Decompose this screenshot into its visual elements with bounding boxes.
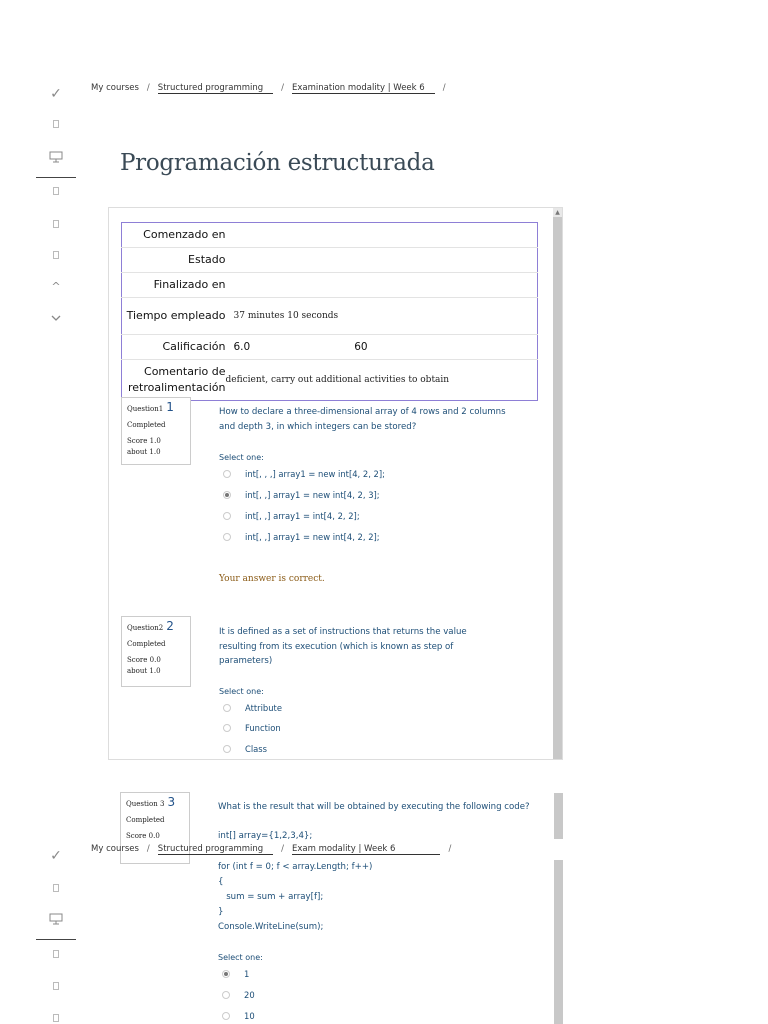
q3-option-1[interactable]: 1 bbox=[222, 969, 249, 979]
q1-option-1[interactable]: int[, , ,] array1 = new int[4, 2, 2]; bbox=[223, 469, 385, 479]
summary-row: Comenzado en bbox=[122, 223, 538, 248]
chevron-down-icon[interactable] bbox=[36, 312, 76, 325]
q3-option-2[interactable]: 20 bbox=[222, 990, 255, 1000]
grade-value: 6.0 bbox=[233, 341, 251, 353]
radio-button[interactable] bbox=[222, 991, 230, 999]
grade-percent: 60 bbox=[354, 341, 368, 353]
radio-button[interactable] bbox=[223, 724, 231, 732]
scroll-up-icon[interactable]: ▲ bbox=[553, 208, 562, 217]
page-icon bbox=[53, 950, 59, 958]
breadcrumb-home[interactable]: My courses bbox=[91, 844, 139, 854]
feedback-correct: Your answer is correct. bbox=[219, 574, 325, 584]
summary-row: Tiempo empleado 37 minutes 10 seconds bbox=[122, 298, 538, 335]
question-info-2: Question2 2 Completed Score 0.0 about 1.0 bbox=[121, 616, 191, 687]
radio-button[interactable] bbox=[223, 745, 231, 753]
rail-item-3[interactable] bbox=[36, 218, 76, 231]
page-icon bbox=[53, 1014, 59, 1022]
radio-button[interactable] bbox=[223, 470, 231, 478]
q1-option-4[interactable]: int[, ,] array1 = new int[4, 2, 2]; bbox=[223, 532, 380, 542]
rail-active-indicator bbox=[36, 177, 76, 178]
rail-item-2[interactable] bbox=[36, 948, 76, 961]
page-icon bbox=[53, 884, 59, 892]
scrollbar[interactable] bbox=[554, 860, 563, 1024]
select-one-label: Select one: bbox=[218, 953, 263, 962]
chevron-up-icon[interactable]: ^ bbox=[51, 280, 61, 293]
radio-button[interactable] bbox=[223, 491, 231, 499]
select-one-label: Select one: bbox=[219, 453, 264, 462]
code-line: int[] array={1,2,3,4}; bbox=[218, 831, 313, 841]
scrollbar[interactable] bbox=[554, 793, 563, 839]
q1-option-3[interactable]: int[, ,] array1 = int[4, 2, 2]; bbox=[223, 511, 360, 521]
question-text-3: What is the result that will be obtained by executing the following code? bbox=[218, 802, 530, 812]
q2-option-3[interactable]: Class bbox=[223, 744, 267, 754]
radio-button[interactable] bbox=[223, 704, 231, 712]
rail-item-4[interactable] bbox=[36, 249, 76, 262]
monitor-icon[interactable] bbox=[36, 913, 76, 928]
page-title: Programación estructurada bbox=[120, 150, 435, 176]
breadcrumb-section[interactable]: Examination modality | Week 6 bbox=[292, 83, 435, 94]
summary-row: Estado bbox=[122, 248, 538, 273]
rail-item-1[interactable] bbox=[36, 882, 76, 895]
summary-row: Comentario de retroalimentación deficient, carry out additional activities to obtain bbox=[127, 365, 450, 394]
radio-button[interactable] bbox=[223, 533, 231, 541]
page-icon bbox=[53, 187, 59, 195]
rail-active-indicator bbox=[36, 939, 76, 940]
q2-option-2[interactable]: Function bbox=[223, 723, 281, 733]
radio-button[interactable] bbox=[223, 512, 231, 520]
attempt-summary-table bbox=[121, 222, 538, 401]
check-icon[interactable]: ✓ bbox=[50, 848, 62, 864]
check-icon[interactable]: ✓ bbox=[50, 86, 62, 102]
page-icon bbox=[53, 120, 59, 128]
code-line: { bbox=[218, 877, 224, 887]
rail-item-1[interactable] bbox=[36, 118, 76, 131]
rail-item-2[interactable] bbox=[36, 185, 76, 198]
question-info-3: Question 3 3 Completed Score 0.0 bbox=[120, 792, 190, 864]
quiz-review-panel bbox=[108, 207, 563, 760]
breadcrumb-section[interactable]: Exam modality | Week 6 bbox=[292, 844, 440, 855]
question-info-1: Question1 1 Completed Score 1.0 about 1.0 bbox=[121, 397, 191, 465]
q2-option-1[interactable]: Attribute bbox=[223, 703, 282, 713]
code-line: for (int f = 0; f < array.Length; f++) bbox=[218, 862, 373, 872]
q1-option-2[interactable]: int[, ,] array1 = new int[4, 2, 3]; bbox=[223, 490, 380, 500]
page-icon bbox=[53, 220, 59, 228]
scrollbar[interactable] bbox=[553, 208, 562, 759]
rail-item-3[interactable] bbox=[36, 980, 76, 993]
radio-button[interactable] bbox=[222, 1012, 230, 1020]
code-line: } bbox=[218, 907, 224, 917]
monitor-icon[interactable] bbox=[36, 151, 76, 166]
code-line: Console.WriteLine(sum); bbox=[218, 922, 324, 932]
radio-button[interactable] bbox=[222, 970, 230, 978]
breadcrumb: My courses / Structured programming / Examination modality | Week 6 / bbox=[91, 83, 446, 93]
page-icon bbox=[53, 251, 59, 259]
question-text-2: It is defined as a set of instructions that returns the value resulting from its execution (which is known as step of parameters) bbox=[219, 627, 467, 666]
breadcrumb-course[interactable]: Structured programming bbox=[158, 83, 273, 94]
page-icon bbox=[53, 982, 59, 990]
select-one-label: Select one: bbox=[219, 687, 264, 696]
breadcrumb-course[interactable]: Structured programming bbox=[158, 844, 273, 855]
q3-option-3[interactable]: 10 bbox=[222, 1011, 255, 1021]
breadcrumb: My courses / Structured programming / Exam modality | Week 6 / bbox=[91, 844, 452, 854]
breadcrumb-home[interactable]: My courses bbox=[91, 83, 139, 93]
rail-item-4[interactable] bbox=[36, 1012, 76, 1024]
summary-row: Calificación 6.0 60 bbox=[122, 335, 538, 360]
summary-row: Finalizado en bbox=[122, 273, 538, 298]
question-text-1: How to declare a three-dimensional array of 4 rows and 2 columns and depth 3, in which integers can be stored? bbox=[219, 407, 506, 432]
code-line: sum = sum + array[f]; bbox=[218, 892, 324, 902]
